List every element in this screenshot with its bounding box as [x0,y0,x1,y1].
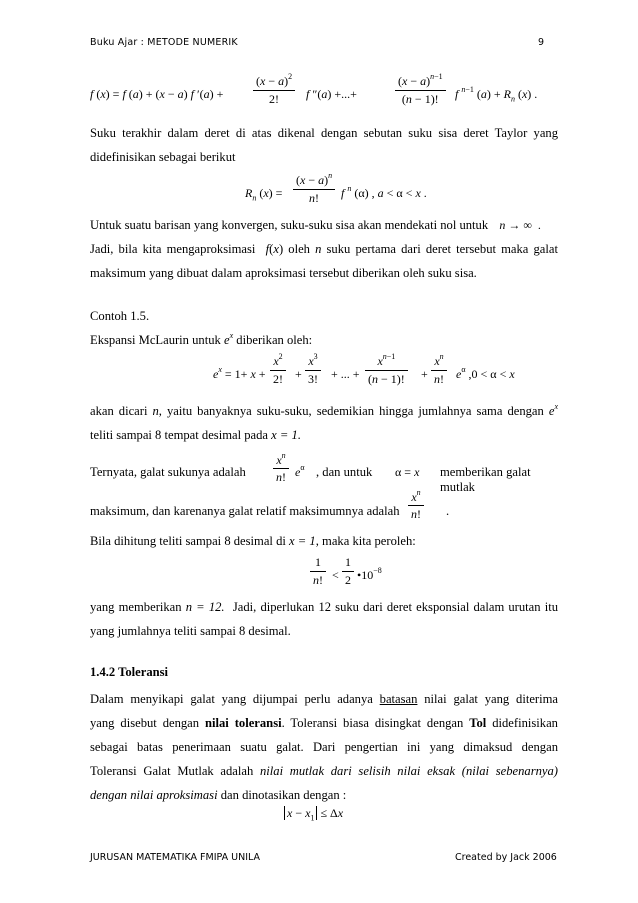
paragraph-error-term: Ternyata, galat sukunya adalah $x^n$ n! $e^\alpha$ , dan untuk α = x memberikan galat mutlak [90,451,531,494]
paragraph-compute: Bila dihitung teliti sampai 8 desimal di x = 1, maka kita peroleh: [90,534,416,548]
paragraph-convergent-line2: Jadi, bila kita mengaproksimasi f(x) oleh n suku pertama dari deret tersebut maka galat [90,242,558,256]
mclaurin-equation: $e^x = 1+ x$ + $x^2$ 2! + $x^3$ 3! + ... + $x^{n-1}$ (n − 1)! + $x^n$ n! $e^\alpha$ ,0 < α < x [213,352,515,386]
tolerance-equation: $x - x_1 \le \Delta x$ [284,806,343,822]
paragraph-tolerance-line2: yang disebut dengan nilai toleransi. Toleransi biasa disingkat dengan Tol didefinisikan [90,716,558,730]
paragraph-conclusion-line1: yang memberikan n = 12. Jadi, diperlukan 12 suku dari deret eksponsial dalam urutan itu [90,600,558,614]
paragraph-tolerance-line3: sebagai batas penerimaan suatu galat. Dari pengertian ini yang dimaksud dengan [90,740,558,754]
example-intro: Ekspansi McLaurin untuk $e^x$ diberikan oleh: [90,331,313,347]
footer-department: JURUSAN MATEMATIKA FMIPA UNILA [90,852,261,863]
remainder-equation: $R_n$ (x) = $(x - a)^n$ n! f $^n$ (α) , a < α < x . [245,171,427,205]
paragraph-relative-error: maksimum, dan karenanya galat relatif maksimumnya adalah $x^n$ n! . [90,488,450,521]
paragraph-convergent-line3: maksimum yang dibuat dalam aproksimasi tersebut diberikan oleh suku sisa. [90,266,477,280]
batasan-link[interactable]: batasan [379,692,418,706]
paragraph-find-n-line1: akan dicari n, yaitu banyaknya suku-suku, sedemikian hingga jumlahnya sama dengan $e^x$ [90,402,559,418]
section-title: 1.4.2 Toleransi [90,665,169,679]
paragraph-tolerance-line5: dengan nilai aproksimasi dan dinotasikan dengan : [90,788,347,802]
example-title: Contoh 1.5. [90,309,150,323]
paragraph-tolerance-line4: Toleransi Galat Mutlak adalah nilai mutlak dari selisih nilai eksak (nilai sebenarnya) [90,764,558,778]
header-book-title: Buku Ajar : METODE NUMERIK [90,37,238,48]
paragraph-tolerance-line1: Dalam menyikapi galat yang dijumpai perlu adanya batasan nilai galat yang diterima [90,692,558,706]
footer-credit: Created by Jack 2006 [455,852,557,863]
taylor-series-equation: f (x) = f (a) + (x − a) f ′(a) + $(x - a)^2$ 2! f ″(a) +...+ $(x - a)^{n-1}$ (n − 1)! f $^{n-1}$ $(a) + R_n$ (x) . [90,72,538,106]
paragraph-conclusion-line2: yang jumlahnya teliti sampai 8 desimal. [90,624,291,638]
inequality-equation: 1 n! < 1 2 $•10^{-8}$ [310,555,430,595]
paragraph-find-n-line2: teliti sampai 8 tempat desimal pada x = 1. [90,428,302,442]
paragraph-remainder-line1: Suku terakhir dalam deret di atas dikenal dengan sebutan suku sisa deret Taylor yang [90,126,558,140]
header-page-number: 9 [538,37,545,48]
paragraph-remainder-line2: didefinisikan sebagai berikut [90,150,236,164]
paragraph-convergent-line1: Untuk suatu barisan yang konvergen, suku-suku sisa akan mendekati nol untuk n → ∞ . [90,218,541,232]
